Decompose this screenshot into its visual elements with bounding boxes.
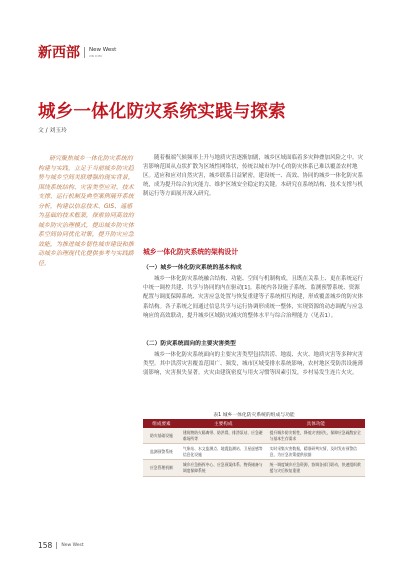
magazine-logo-sub: XIN XI BU xyxy=(89,53,103,58)
table-cell-function: 实时采集灾害数据，精准研判灾情，及时发布预警信息，为应急决策提供依据 xyxy=(267,444,365,460)
table-row xyxy=(143,428,365,444)
page-number: 158 xyxy=(38,541,53,550)
publication-name: New West xyxy=(61,543,84,548)
subsection-text-2: 城乡一体化防灾系统面向的主要灾害类型包括洪涝、地震、火灾、地质灾害等多种灾害类型。其中洪涝灾害覆盖范围广、频发，城市区域受排水系统影响，农村地区受防洪设施薄弱影响，灾害损失显著。火灾由建筑密度与用火习惯等因素引发，乡村易发生连片火灾。 xyxy=(143,352,364,377)
table-row xyxy=(143,460,365,476)
table-caption: 表1 城乡一体化防灾系统的组成与功能 xyxy=(213,413,295,418)
table-cell-composition: 建筑物防火隔离带、防洪堤、排涝泵站、应急避难场所等 xyxy=(180,428,267,444)
subsection-heading-2: （二）防灾系统面向的主要灾害类型 xyxy=(143,341,236,347)
intro-text: 随着极端气候频率上升与地质灾害逐渐加剧，城乡区域面临着多灾种叠加风险之中。灾害影响范围从点状扩散为区域性网络状，传统以城市为中心的防灾体系已难以覆盖农村地区。适应和应对自然灾害，城乡联系日益紧密，建设统一、高效、协同的城乡一体化防灾系统，成为提升综合抗灾能力、维护区域安全稳定的关键。本研究在系统结构、技术支撑与机制运行等方面展开深入研究。 xyxy=(143,155,364,197)
magazine-logo-en: New West xyxy=(89,46,117,53)
magazine-logo-text xyxy=(84,47,116,58)
table-cell-element: 应急管理机制 xyxy=(143,460,180,476)
table-header-row xyxy=(143,419,365,428)
footer-divider xyxy=(56,542,57,549)
subsection-heading-1: （一）城乡一体化防灾系统的基本构成 xyxy=(143,265,242,271)
intro-paragraph xyxy=(143,154,365,199)
table-cell-element: 防灾基础设施 xyxy=(143,428,180,444)
section-heading: 城乡一体化防灾系统的架构设计 xyxy=(143,248,239,256)
article-abstract: 研究聚焦城乡一体化防灾系统的构建与实践。立足于当前城乡防灾趋势与城乡空间关联增强的现实背景，围绕系统结构、灾害类型应对、技术支撑、运行机制及典型案例展开系统分析，构建以信息技术、GIS、遥感为基础的技术框架，探索协同高效的城乡防灾治理模式，提出城乡防灾体系空间协同优化对策，提升防灾应急效能，为推进城乡韧性城市建设和推动城乡治理现代化提供参考与实践路径。 xyxy=(38,156,134,267)
article-title: 城乡一体化防灾系统实践与探索 xyxy=(38,102,286,122)
table-cell-composition: 气象站、水文监测点、地震监测站、卫星遥感等信息化设施 xyxy=(180,444,267,460)
components-table xyxy=(143,419,365,477)
table-cell-function: 提升城乡防灾韧性，降低灾害损失，保障应急疏散安全与基本生存需求 xyxy=(267,428,365,444)
magazine-header xyxy=(38,40,116,64)
table-row xyxy=(143,444,365,460)
table-header-element: 组成要素 xyxy=(143,419,180,428)
table-cell-composition: 城乡应急指挥中心、应急预案体系、物资储备与调度保障系统 xyxy=(180,460,267,476)
page-footer xyxy=(38,541,84,550)
table-header-function: 具体功能 xyxy=(267,419,365,428)
table-cell-element: 监测预警系统 xyxy=(143,444,180,460)
table-cell-function: 统一调度城乡应急资源，协调各部门联动，快速组织救援与灾后恢复重建 xyxy=(267,460,365,476)
article-author: 文 / 刘玉玲 xyxy=(38,128,67,134)
table-header-composition: 主要构成 xyxy=(180,419,267,428)
subsection-text-1: 城乡一体化防灾系统融合结构、功能、空间与机制构成，且既在关系上、更在系统运行中统一调控共建、共享与协同的内在驱动[1]。系统内各设施子系统、监测预警系统、资源配置与调度保障系统、灾害应急处置与恢复重建等子系统相互构建，形成覆盖城乡的防灾体系结构。各子系统之间通过信息共享与运行协调形成统一整体，实现资源的动态调配与应急响应的高效联动，提升城乡区域防灾减灾的整体水平与综合治理能力（见表1）。 xyxy=(143,276,364,319)
magazine-logo: 新西部 xyxy=(38,45,80,61)
